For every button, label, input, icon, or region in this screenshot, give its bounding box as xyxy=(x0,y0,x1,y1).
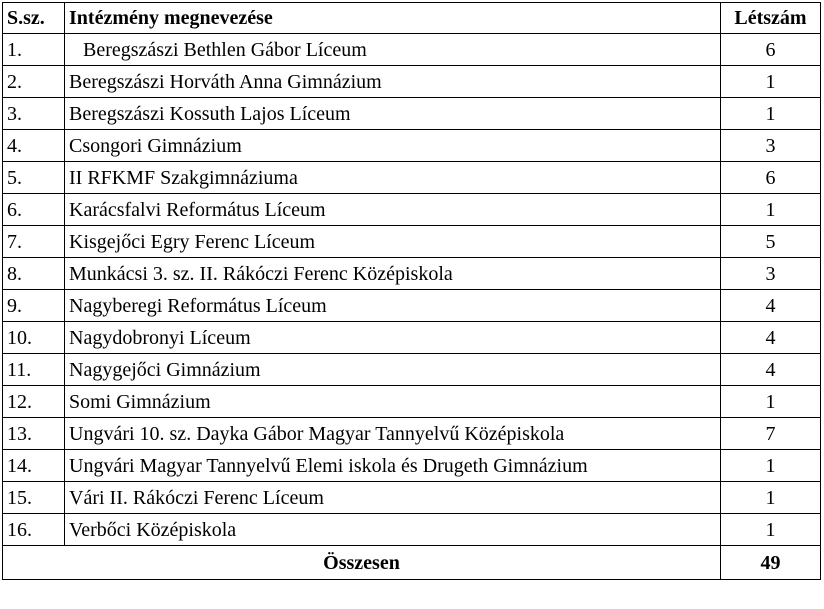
total-row xyxy=(3,546,821,580)
row-count: 1 xyxy=(721,98,821,130)
row-count: 4 xyxy=(721,290,821,322)
row-institution: Vári II. Rákóczi Ferenc Líceum xyxy=(65,482,721,514)
row-count: 1 xyxy=(721,482,821,514)
row-number: 5. xyxy=(3,162,65,194)
table-row xyxy=(3,130,821,162)
row-institution: Verbőci Középiskola xyxy=(65,514,721,546)
table-row xyxy=(3,162,821,194)
row-number: 16. xyxy=(3,514,65,546)
table-row xyxy=(3,98,821,130)
row-count: 4 xyxy=(721,354,821,386)
row-institution: Nagyberegi Református Líceum xyxy=(65,290,721,322)
table-row xyxy=(3,354,821,386)
header-count: Létszám xyxy=(721,3,821,34)
row-number: 14. xyxy=(3,450,65,482)
row-institution: Nagygejőci Gimnázium xyxy=(65,354,721,386)
total-label: Összesen xyxy=(3,546,721,580)
row-number: 7. xyxy=(3,226,65,258)
table-row xyxy=(3,290,821,322)
table-row xyxy=(3,34,821,66)
row-institution: Kisgejőci Egry Ferenc Líceum xyxy=(65,226,721,258)
table-header-row xyxy=(3,3,821,34)
row-institution: Beregszászi Bethlen Gábor Líceum xyxy=(65,34,721,66)
row-institution: Munkácsi 3. sz. II. Rákóczi Ferenc Középiskola xyxy=(65,258,721,290)
row-count: 4 xyxy=(721,322,821,354)
row-count: 1 xyxy=(721,450,821,482)
table-row xyxy=(3,386,821,418)
row-count: 1 xyxy=(721,386,821,418)
row-institution: Csongori Gimnázium xyxy=(65,130,721,162)
table-row xyxy=(3,482,821,514)
row-number: 2. xyxy=(3,66,65,98)
table-row xyxy=(3,418,821,450)
row-institution: Somi Gimnázium xyxy=(65,386,721,418)
row-institution: II RFKMF Szakgimnáziuma xyxy=(65,162,721,194)
row-count: 7 xyxy=(721,418,821,450)
row-number: 6. xyxy=(3,194,65,226)
row-number: 13. xyxy=(3,418,65,450)
row-number: 10. xyxy=(3,322,65,354)
row-institution: Ungvári Magyar Tannyelvű Elemi iskola és Drugeth Gimnázium xyxy=(65,450,721,482)
row-count: 3 xyxy=(721,130,821,162)
row-count: 1 xyxy=(721,194,821,226)
row-number: 8. xyxy=(3,258,65,290)
row-number: 1. xyxy=(3,34,65,66)
row-institution: Nagydobronyi Líceum xyxy=(65,322,721,354)
total-count: 49 xyxy=(721,546,821,580)
row-count: 1 xyxy=(721,514,821,546)
table-row xyxy=(3,514,821,546)
table-row xyxy=(3,66,821,98)
row-number: 12. xyxy=(3,386,65,418)
table-row xyxy=(3,450,821,482)
row-institution: Ungvári 10. sz. Dayka Gábor Magyar Tannyelvű Középiskola xyxy=(65,418,721,450)
row-count: 6 xyxy=(721,162,821,194)
header-number: S.sz. xyxy=(3,3,65,34)
row-number: 9. xyxy=(3,290,65,322)
table-row xyxy=(3,258,821,290)
row-count: 1 xyxy=(721,66,821,98)
row-number: 4. xyxy=(3,130,65,162)
row-count: 3 xyxy=(721,258,821,290)
row-institution: Karácsfalvi Református Líceum xyxy=(65,194,721,226)
institution-table xyxy=(2,2,821,580)
row-number: 15. xyxy=(3,482,65,514)
table-row xyxy=(3,226,821,258)
row-count: 6 xyxy=(721,34,821,66)
table-row xyxy=(3,194,821,226)
table-row xyxy=(3,322,821,354)
row-institution: Beregszászi Kossuth Lajos Líceum xyxy=(65,98,721,130)
row-number: 3. xyxy=(3,98,65,130)
header-institution: Intézmény megnevezése xyxy=(65,3,721,34)
row-institution: Beregszászi Horváth Anna Gimnázium xyxy=(65,66,721,98)
row-count: 5 xyxy=(721,226,821,258)
row-number: 11. xyxy=(3,354,65,386)
